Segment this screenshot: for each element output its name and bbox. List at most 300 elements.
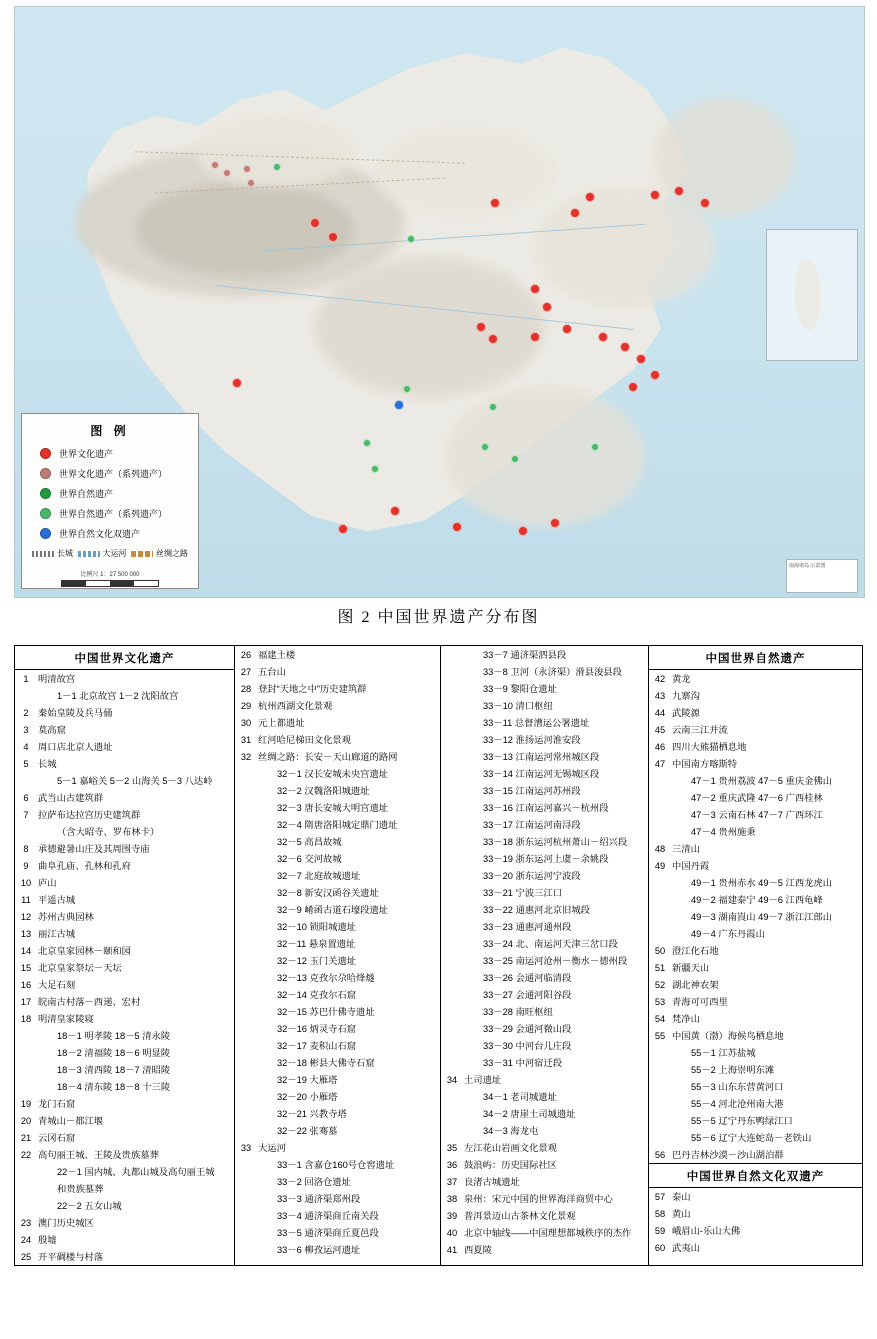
table-row <box>649 721 862 738</box>
row-label: 红河哈尼梯田文化景观 <box>258 734 351 745</box>
row-number <box>649 1112 671 1115</box>
row-label: 左江花山岩画文化景观 <box>464 1142 557 1153</box>
row-label: 泉州：宋元中国的世界海洋商贸中心 <box>464 1193 613 1204</box>
row-label: 承德避暑山庄及其周围寺庙 <box>38 843 150 854</box>
table-row <box>441 1224 648 1241</box>
natural-heritage-header: 中国世界自然遗产 <box>649 646 862 670</box>
row-number <box>441 1054 463 1057</box>
legend-label: 世界文化遗产 <box>59 449 114 459</box>
heritage-point[interactable] <box>371 465 379 473</box>
table-row <box>235 731 440 748</box>
row-label: 澳门历史城区 <box>38 1217 94 1228</box>
row-label: 33－26 会通河临清段 <box>483 972 572 983</box>
table-row <box>441 1003 648 1020</box>
heritage-point[interactable] <box>407 235 415 243</box>
mixed-dot-icon <box>40 528 51 539</box>
row-number: 15 <box>20 962 32 973</box>
heritage-point[interactable] <box>591 443 599 451</box>
table-row <box>15 857 234 874</box>
row-label: 33－19 浙东运河上虞－余姚段 <box>483 853 609 864</box>
row-number: 46 <box>654 741 666 752</box>
row-label: 33－22 通惠河北京旧城段 <box>483 904 590 915</box>
row-label: 33－21 宁波三江口 <box>483 887 563 898</box>
inset-label: 南海诸岛 示意图 <box>786 559 858 593</box>
row-label: 49－1 贵州赤水 49－5 江西龙虎山 <box>691 877 833 888</box>
row-label: 18－3 清西陵 18－7 清昭陵 <box>57 1064 171 1075</box>
row-number <box>441 799 463 802</box>
table-row <box>441 1037 648 1054</box>
row-number: 3 <box>23 724 29 735</box>
row-number: 12 <box>20 911 32 922</box>
row-number: 35 <box>446 1142 458 1153</box>
heritage-point[interactable] <box>585 192 595 202</box>
row-number <box>235 1071 257 1074</box>
table-row <box>15 1163 234 1180</box>
row-number: 50 <box>654 945 666 956</box>
legend-item-mixed <box>30 527 190 540</box>
row-number <box>235 816 257 819</box>
row-number <box>441 663 463 666</box>
row-number <box>649 1044 671 1047</box>
table-row <box>15 1248 234 1265</box>
heritage-point[interactable] <box>511 455 519 463</box>
table-row <box>235 1003 440 1020</box>
heritage-point[interactable] <box>488 334 498 344</box>
row-number <box>235 1173 257 1176</box>
row-number: 11 <box>21 894 31 905</box>
heritage-point[interactable] <box>674 186 684 196</box>
row-label: 22－2 五女山城 <box>57 1200 122 1211</box>
natural-series-dot-icon <box>40 508 51 519</box>
row-label: 32－12 玉门关遗址 <box>277 955 357 966</box>
row-number <box>235 935 257 938</box>
row-label: 33－28 南旺枢纽 <box>483 1006 553 1017</box>
legend-label: 长城 <box>57 549 73 558</box>
table-column-4 <box>649 646 862 1265</box>
row-number: 25 <box>20 1251 32 1262</box>
row-label: 龙门石窟 <box>38 1098 76 1109</box>
inset-map-south-china-sea <box>766 229 858 361</box>
heritage-point[interactable] <box>700 198 710 208</box>
row-label: 33－9 黎阳仓遗址 <box>483 683 557 694</box>
row-number: 20 <box>20 1115 32 1126</box>
row-label: 5－1 嘉峪关 5－2 山海关 5－3 八达岭 <box>57 775 213 786</box>
table-row <box>441 1173 648 1190</box>
table-row <box>235 765 440 782</box>
table-row <box>15 959 234 976</box>
heritage-point[interactable] <box>390 506 400 516</box>
table-row <box>235 1054 440 1071</box>
table-row <box>15 755 234 772</box>
row-number <box>235 833 257 836</box>
legend-title: 图 例 <box>90 424 130 438</box>
row-number: 2 <box>23 707 29 718</box>
row-label: 黄龙 <box>672 673 691 684</box>
row-number <box>441 646 463 649</box>
table-row <box>649 857 862 874</box>
heritage-point[interactable] <box>550 518 560 528</box>
heritage-point[interactable] <box>530 284 540 294</box>
row-number <box>235 1190 257 1193</box>
table-row <box>15 721 234 738</box>
heritage-point[interactable] <box>542 302 552 312</box>
row-number <box>235 1224 257 1227</box>
row-number <box>441 1020 463 1023</box>
legend-item-cultural <box>30 447 190 460</box>
row-label: 32－8 新安汉函谷关遗址 <box>277 887 379 898</box>
heritage-point[interactable] <box>518 526 528 536</box>
heritage-point[interactable] <box>562 324 572 334</box>
row-number: 32 <box>240 751 252 762</box>
table-row <box>649 874 862 891</box>
table-row <box>441 867 648 884</box>
table-row <box>441 935 648 952</box>
table-row <box>235 714 440 731</box>
heritage-point[interactable] <box>232 378 242 388</box>
row-number <box>649 891 671 894</box>
table-row <box>441 731 648 748</box>
table-row <box>441 1207 648 1224</box>
row-number <box>15 1044 37 1047</box>
table-row <box>15 1112 234 1129</box>
scale-bar-graphic <box>61 580 159 587</box>
heritage-point[interactable] <box>650 370 660 380</box>
row-number <box>15 823 37 826</box>
row-number: 57 <box>654 1191 666 1202</box>
row-label: 三清山 <box>672 843 700 854</box>
row-label: 曲阜孔庙、孔林和孔府 <box>38 860 131 871</box>
table-row <box>235 850 440 867</box>
table-row <box>649 925 862 942</box>
table-row <box>235 901 440 918</box>
row-number <box>15 772 37 775</box>
heritage-point[interactable] <box>338 524 348 534</box>
table-column-2 <box>235 646 441 1265</box>
heritage-point[interactable] <box>328 232 338 242</box>
table-row <box>441 1088 648 1105</box>
row-label: 22－1 国内城、丸都山城及高句丽王城 <box>57 1166 215 1177</box>
table-row <box>235 952 440 969</box>
row-label: 秦始皇陵及兵马俑 <box>38 707 113 718</box>
heritage-point[interactable] <box>620 342 630 352</box>
scale-value: 1：27 500 000 <box>100 572 140 578</box>
row-number <box>235 952 257 955</box>
table-row <box>649 976 862 993</box>
row-number <box>235 901 257 904</box>
row-number <box>235 765 257 768</box>
row-label: 18－2 清福陵 18－6 明显陵 <box>57 1047 171 1058</box>
row-number <box>649 925 671 928</box>
row-number: 13 <box>20 928 32 939</box>
table-row <box>441 986 648 1003</box>
table-row <box>235 663 440 680</box>
row-number: 1 <box>23 673 29 684</box>
row-number: 39 <box>446 1210 458 1221</box>
row-number <box>15 1078 37 1081</box>
row-label: 32－19 大雁塔 <box>277 1074 338 1085</box>
row-number <box>235 969 257 972</box>
row-label: 32－20 小雁塔 <box>277 1091 338 1102</box>
row-number: 16 <box>20 979 32 990</box>
row-label: 33－13 江南运河常州城区段 <box>483 751 600 762</box>
heritage-point[interactable] <box>394 400 404 410</box>
heritage-point[interactable] <box>310 218 320 228</box>
row-number: 56 <box>654 1149 666 1160</box>
row-number <box>15 1027 37 1030</box>
table-row <box>441 1020 648 1037</box>
row-number <box>441 850 463 853</box>
table-row <box>15 772 234 789</box>
row-label: 苏州古典园林 <box>38 911 94 922</box>
row-label: 32－11 悬泉置遗址 <box>277 938 356 949</box>
legend-label: 世界文化遗产（系列遗产） <box>59 469 168 479</box>
legend-item-natural <box>30 487 190 500</box>
row-number: 38 <box>446 1193 458 1204</box>
table-row <box>649 1146 862 1163</box>
row-label: 32－1 汉长安城未央宫遗址 <box>277 768 389 779</box>
table-row <box>649 704 862 721</box>
row-number <box>15 1180 37 1183</box>
row-number: 28 <box>240 683 252 694</box>
row-number <box>441 884 463 887</box>
row-number: 40 <box>446 1227 458 1238</box>
heritage-point[interactable] <box>530 332 540 342</box>
table-row <box>649 840 862 857</box>
row-number: 43 <box>654 690 666 701</box>
table-row <box>649 1188 862 1205</box>
heritage-point[interactable] <box>243 165 251 173</box>
table-row <box>235 1190 440 1207</box>
row-label: 明清皇家陵寝 <box>38 1013 94 1024</box>
table-row <box>649 670 862 687</box>
heritage-point[interactable] <box>363 439 371 447</box>
row-number <box>235 1020 257 1023</box>
row-number: 45 <box>654 724 666 735</box>
table-row <box>235 1156 440 1173</box>
table-column-1 <box>15 646 235 1265</box>
row-label: 北京皇家祭坛－天坛 <box>38 962 122 973</box>
legend-lines <box>32 548 188 559</box>
table-row <box>15 1061 234 1078</box>
table-row <box>15 670 234 687</box>
row-label: 33－27 会通河阳谷段 <box>483 989 572 1000</box>
row-label: 33－31 中河宿迁段 <box>483 1057 563 1068</box>
row-label: 34－3 海龙屯 <box>483 1125 539 1136</box>
row-number: 17 <box>20 996 32 1007</box>
row-label: 梵净山 <box>672 1013 700 1024</box>
legend-line-grand-canal <box>78 548 127 559</box>
relief-shading <box>445 387 645 527</box>
row-label: 33－11 总督漕运公署遗址 <box>483 717 590 728</box>
row-label: 新疆天山 <box>672 962 710 973</box>
row-label: （含大昭寺、罗布林卡） <box>57 826 160 837</box>
row-label: 普洱景迈山古茶林文化景观 <box>464 1210 576 1221</box>
table-row <box>235 833 440 850</box>
table-row <box>649 1010 862 1027</box>
table-row <box>441 833 648 850</box>
table-row <box>15 874 234 891</box>
legend-line-great-wall <box>32 548 73 559</box>
row-number <box>235 799 257 802</box>
legend-label: 大运河 <box>102 549 127 558</box>
row-number: 4 <box>23 741 29 752</box>
row-number <box>441 918 463 921</box>
row-number <box>441 986 463 989</box>
row-number <box>441 833 463 836</box>
table-row <box>235 867 440 884</box>
row-number: 23 <box>20 1217 32 1228</box>
row-label: 33－20 浙东运河宁波段 <box>483 870 581 881</box>
row-label: 32－6 交河故城 <box>277 853 342 864</box>
row-number: 60 <box>654 1242 666 1253</box>
table-row <box>441 765 648 782</box>
row-number <box>15 1061 37 1064</box>
row-label: 云南三江并流 <box>672 724 728 735</box>
row-label: 32－17 麦积山石窟 <box>277 1040 357 1051</box>
heritage-point[interactable] <box>211 161 219 169</box>
row-label: 33－8 卫河（永济渠）滑县浚县段 <box>483 666 622 677</box>
heritage-point[interactable] <box>650 190 660 200</box>
table-row <box>649 1112 862 1129</box>
row-number: 33 <box>240 1142 252 1153</box>
row-label: 元上都遗址 <box>258 717 305 728</box>
table-row <box>441 969 648 986</box>
row-label: 明清故宫 <box>38 673 76 684</box>
legend-item-cultural-series <box>30 467 190 480</box>
row-number <box>235 1037 257 1040</box>
row-number: 26 <box>240 649 252 660</box>
row-label: 鼓浪屿：历史国际社区 <box>464 1159 557 1170</box>
legend-label: 世界自然遗产（系列遗产） <box>59 509 168 519</box>
row-number: 10 <box>20 877 32 888</box>
table-row <box>15 1180 234 1197</box>
row-label: 殷墟 <box>38 1234 57 1245</box>
heritage-point[interactable] <box>490 198 500 208</box>
row-number: 42 <box>654 673 666 684</box>
table-row <box>15 840 234 857</box>
row-number: 29 <box>240 700 252 711</box>
heritage-point[interactable] <box>636 354 646 364</box>
table-row <box>441 816 648 833</box>
heritage-point[interactable] <box>452 522 462 532</box>
row-number <box>15 1197 37 1200</box>
row-label: 49－2 福建泰宁 49－6 江西龟峰 <box>691 894 823 905</box>
heritage-point[interactable] <box>247 179 255 187</box>
row-number <box>235 884 257 887</box>
row-number: 55 <box>654 1030 666 1041</box>
row-label: 47－3 云南石林 47－7 广西环江 <box>691 809 823 820</box>
row-label: 拉萨布达拉宫历史建筑群 <box>38 809 141 820</box>
row-label: 平遥古城 <box>38 894 76 905</box>
table-row <box>15 1095 234 1112</box>
row-label: 土司遗址 <box>464 1074 502 1085</box>
table-row <box>441 884 648 901</box>
table-row <box>15 942 234 959</box>
row-number: 18 <box>20 1013 32 1024</box>
table-column-3 <box>441 646 649 1265</box>
table-row <box>649 772 862 789</box>
row-label: 32－2 汉魏洛阳城遗址 <box>277 785 370 796</box>
table-row <box>15 704 234 721</box>
row-label: 周口店北京人遗址 <box>38 741 113 752</box>
row-number <box>441 765 463 768</box>
row-label: 皖南古村落－西递、宏村 <box>38 996 141 1007</box>
table-row <box>235 1020 440 1037</box>
table-row <box>15 1129 234 1146</box>
row-number: 9 <box>23 860 29 871</box>
table-row <box>235 1224 440 1241</box>
table-row <box>441 1054 648 1071</box>
row-number <box>235 1156 257 1159</box>
row-label: 33－17 江南运河南浔段 <box>483 819 581 830</box>
table-row <box>441 1190 648 1207</box>
heritage-point[interactable] <box>403 385 411 393</box>
table-row <box>441 1122 648 1139</box>
row-number <box>441 1003 463 1006</box>
table-row <box>15 687 234 704</box>
table-row <box>235 1122 440 1139</box>
heritage-point[interactable] <box>481 443 489 451</box>
table-row <box>15 976 234 993</box>
row-label: 武当山古建筑群 <box>38 792 104 803</box>
heritage-point[interactable] <box>628 382 638 392</box>
row-label: 32－15 苏巴什佛寺遗址 <box>277 1006 375 1017</box>
table-row <box>235 1241 440 1258</box>
row-number: 52 <box>654 979 666 990</box>
table-row <box>15 823 234 840</box>
table-row <box>441 1156 648 1173</box>
table-row <box>441 646 648 663</box>
table-row <box>441 714 648 731</box>
table-row <box>649 1129 862 1146</box>
heritage-point[interactable] <box>598 332 608 342</box>
heritage-point[interactable] <box>489 403 497 411</box>
row-label: 32－22 张骞墓 <box>277 1125 338 1136</box>
table-row <box>235 816 440 833</box>
heritage-point[interactable] <box>223 169 231 177</box>
row-number <box>441 816 463 819</box>
heritage-point[interactable] <box>476 322 486 332</box>
row-number: 14 <box>20 945 32 956</box>
row-label: 33－2 回洛仓遗址 <box>277 1176 351 1187</box>
row-label: 33－29 会通河微山段 <box>483 1023 572 1034</box>
figure-caption: 图 2 中国世界遗产分布图 <box>337 609 540 626</box>
row-number <box>235 918 257 921</box>
row-label: 32－16 炳灵寺石窟 <box>277 1023 357 1034</box>
row-label: 和贵族墓葬 <box>57 1183 104 1194</box>
row-label: 中国黄（渤）海候鸟栖息地 <box>672 1030 784 1041</box>
table-row <box>15 1146 234 1163</box>
heritage-point[interactable] <box>570 208 580 218</box>
row-number <box>441 697 463 700</box>
row-label: 32－4 隋唐洛阳城定鼎门遗址 <box>277 819 398 830</box>
row-label: 五台山 <box>258 666 286 677</box>
table-row <box>441 799 648 816</box>
row-label: 33－16 江南运河嘉兴－杭州段 <box>483 802 609 813</box>
row-number: 5 <box>23 758 29 769</box>
row-number: 54 <box>654 1013 666 1024</box>
table-row <box>15 891 234 908</box>
table-row <box>649 687 862 704</box>
legend-item-natural-series <box>30 507 190 520</box>
row-label: 33－3 通济渠郑州段 <box>277 1193 361 1204</box>
row-label: 55－4 河北沧州南大港 <box>691 1098 784 1109</box>
row-label: 33－10 清口枢纽 <box>483 700 553 711</box>
heritage-point[interactable] <box>273 163 281 171</box>
row-label: 33－18 浙东运河杭州萧山－绍兴段 <box>483 836 628 847</box>
row-number <box>235 1105 257 1108</box>
row-number: 49 <box>654 860 666 871</box>
